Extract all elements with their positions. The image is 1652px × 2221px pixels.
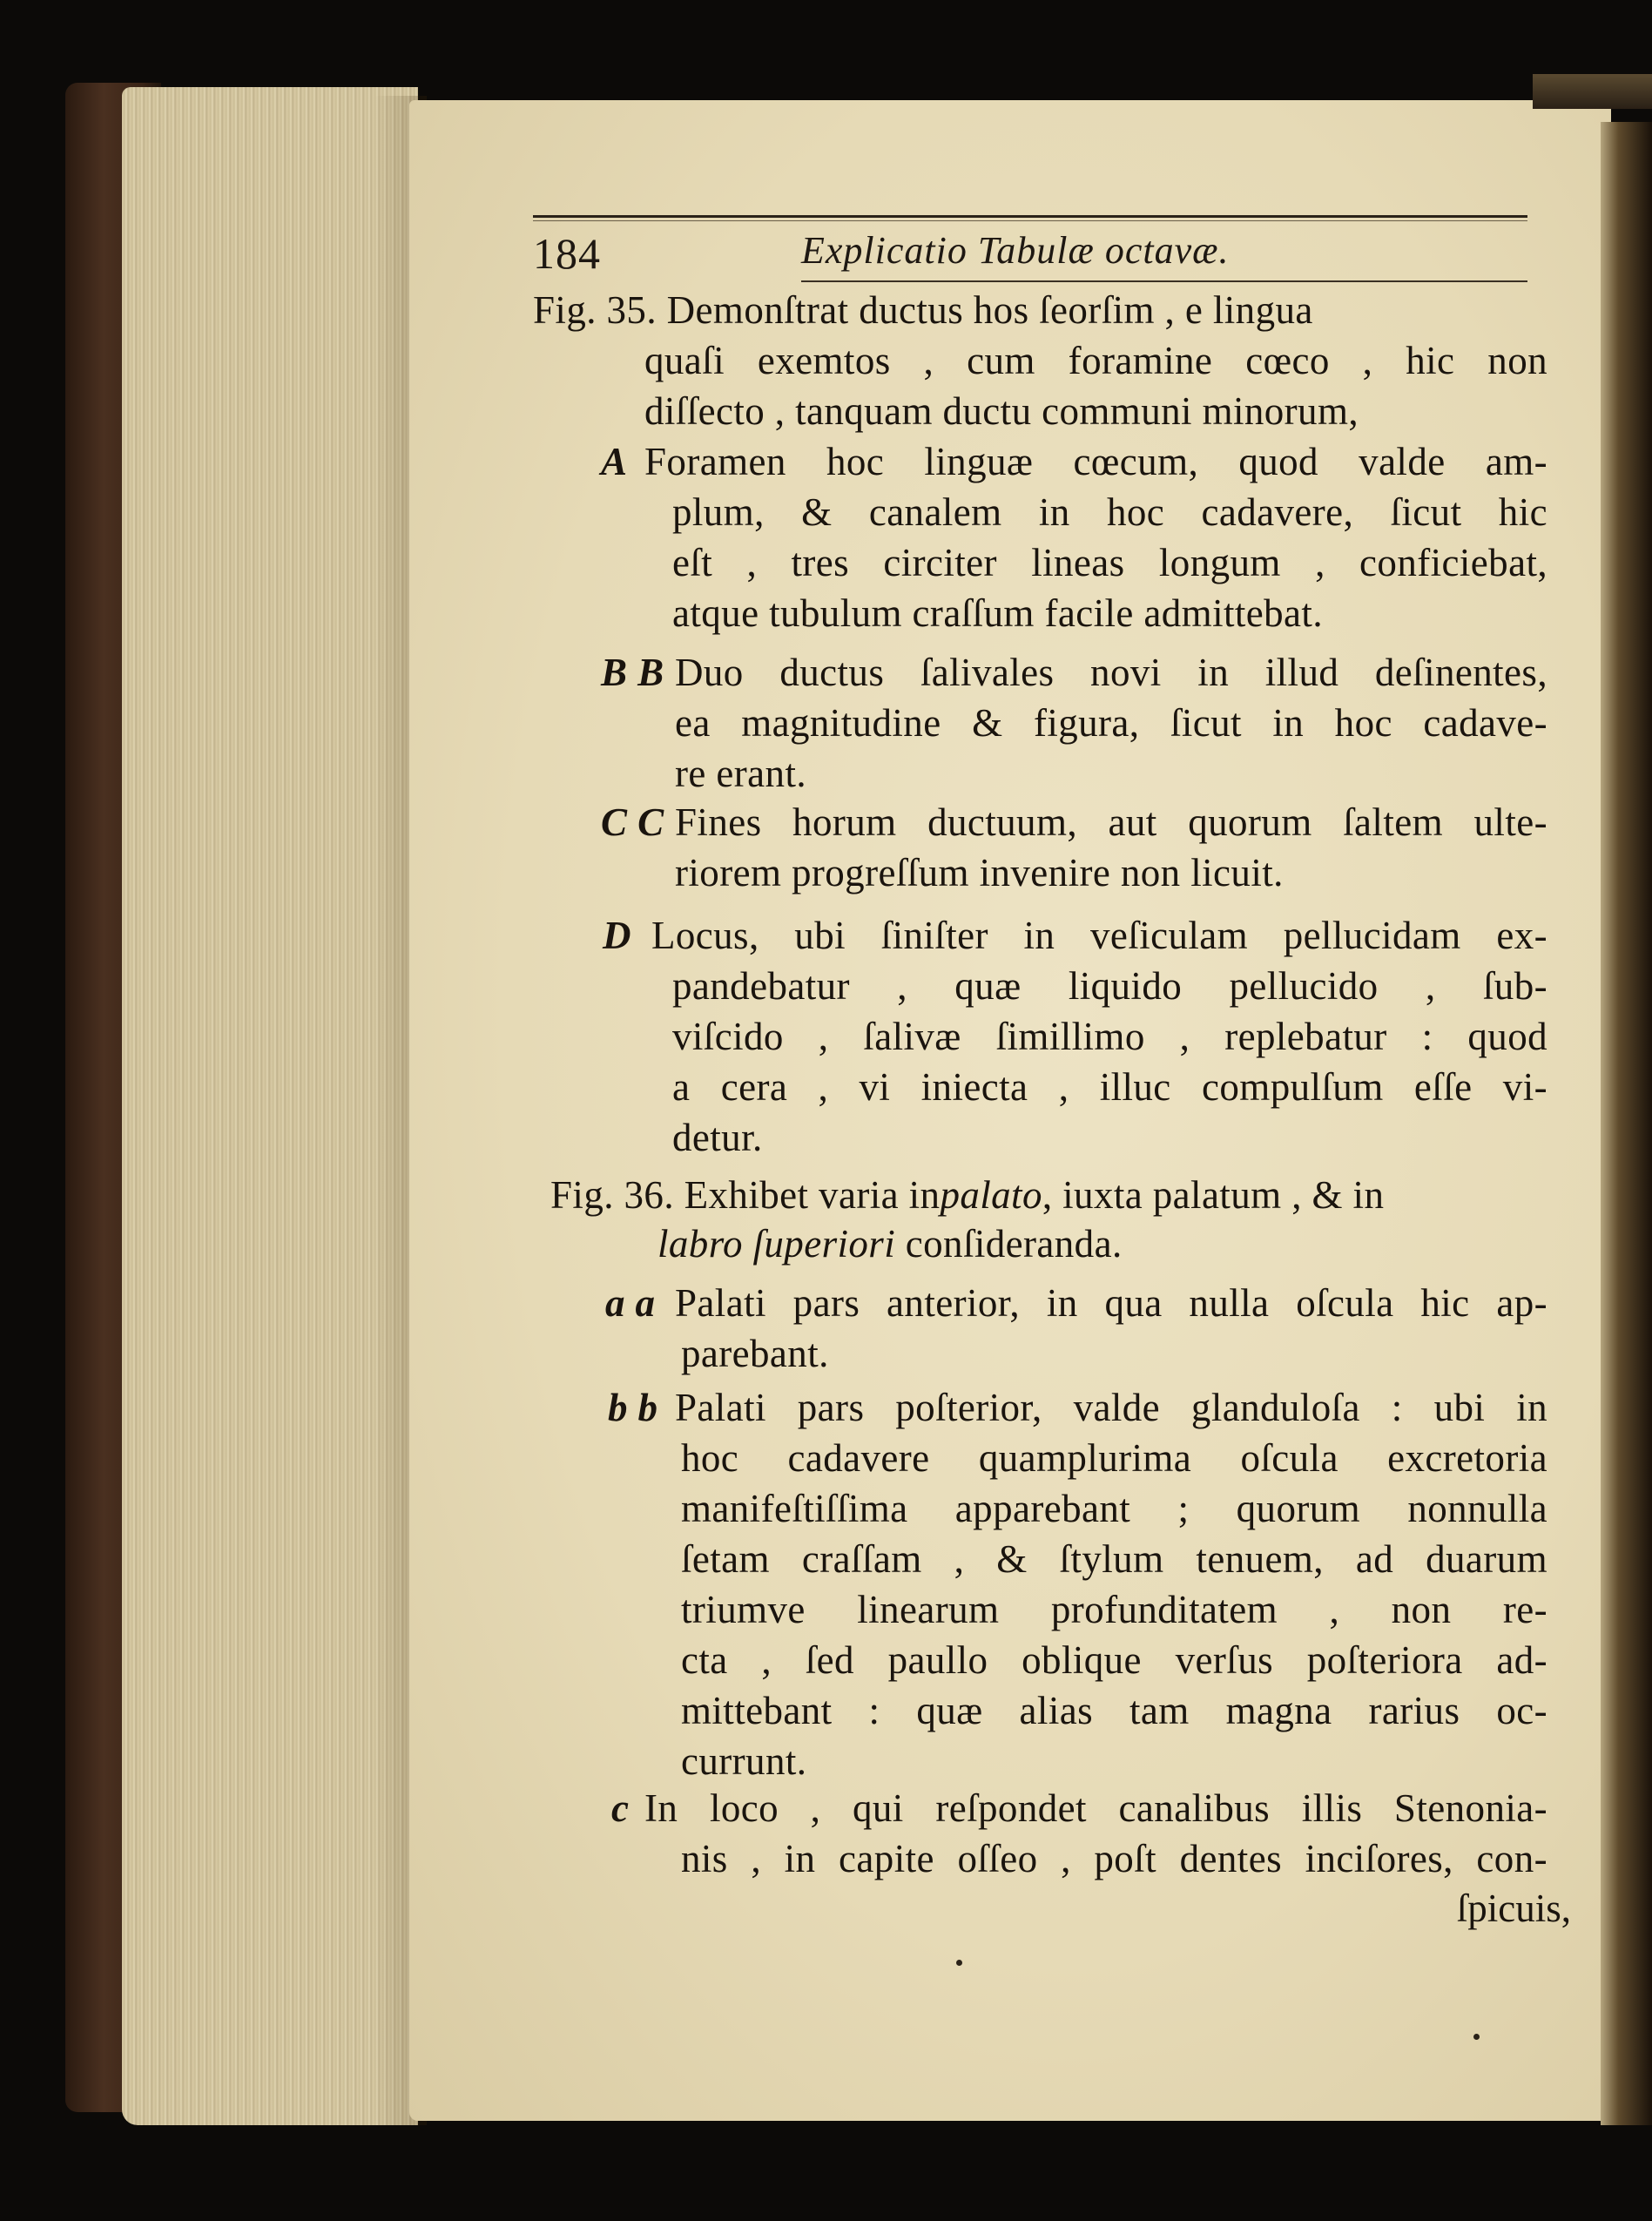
itembb-line-8: currunt. — [681, 1739, 807, 1783]
fig36-line-1 — [550, 1172, 1547, 1218]
itemA-line-2: plum, & canalem in hoc cadavere, ſicut hic — [672, 490, 1547, 534]
running-head: Explicatio Tabulæ octavæ. — [801, 229, 1230, 272]
itemA-line-3: eſt , tres circiter lineas longum , conficiebat, — [672, 541, 1547, 584]
marker-A: A — [601, 440, 628, 483]
marker-CC: C C — [601, 800, 664, 844]
fig36-labro: labro ſuperiori — [657, 1222, 896, 1266]
catchword: ſpicuis, — [1456, 1887, 1571, 1930]
fig36-line-2 — [657, 1221, 1123, 1266]
fig36-text-b: , iuxta palatum , & in — [1042, 1173, 1385, 1217]
itemBB-line-3: re erant. — [675, 752, 806, 795]
itemCC-line-2: riorem progreſſum invenire non licuit. — [675, 851, 1284, 894]
fig35-text-1: Demonſtrat ductus hos ſeorſim , e lingua — [666, 288, 1313, 332]
book-right-edge — [1601, 122, 1652, 2125]
ink-speck — [956, 1960, 962, 1966]
header-rule — [533, 215, 1527, 218]
itemc-line-2: nis , in capite oſſeo , poſt dentes inciſores, con- — [681, 1837, 1547, 1880]
itembb-line-1: Palati pars poſterior, valde glanduloſa : ubi in — [675, 1386, 1547, 1429]
itemA-line-1: Foramen hoc linguæ cœcum, quod valde am- — [644, 440, 1547, 483]
fig36-text-a: Exhibet varia in — [684, 1173, 941, 1217]
book-top-corner — [1533, 74, 1652, 109]
ink-speck — [1473, 2034, 1480, 2040]
itemD-line-3: viſcido , ſalivæ ſimillimo , replebatur : quod — [672, 1015, 1547, 1058]
marker-D: D — [603, 914, 631, 957]
itemCC-line-1: Fines horum ductuum, aut quorum ſaltem ulte- — [675, 800, 1547, 844]
itembb-line-6: cta , ſed paullo oblique verſus poſteriora ad- — [681, 1638, 1547, 1682]
fig35-line-3: diſſecto , tanquam ductu communi minorum, — [644, 389, 1359, 433]
itemD-line-5: detur. — [672, 1116, 763, 1159]
itembb-line-4: ſetam craſſam , & ſtylum tenuem, ad duarum — [681, 1537, 1547, 1581]
fig35-line-1 — [533, 287, 1547, 333]
itemD-line-4: a cera , vi iniecta , illuc compulſum eſſe vi- — [672, 1065, 1547, 1109]
itembb-line-5: triumve linearum profunditatem , non re- — [681, 1588, 1547, 1631]
itemAA-line-2: parebant. — [681, 1332, 829, 1375]
itembb-line-7: mittebant : quæ alias tam magna rarius oc- — [681, 1689, 1547, 1732]
itembb-line-3: manifeſtiſſima apparebant ; quorum nonnulla — [681, 1487, 1547, 1530]
itemAA-line-1: Palati pars anterior, in qua nulla oſcula hic ap- — [675, 1281, 1547, 1325]
marker-aa: a a — [605, 1281, 656, 1325]
itemD-line-2: pandebatur , quæ liquido pellucido , ſub- — [672, 964, 1547, 1008]
itemBB-line-1: Duo ductus ſalivales novi in illud deſinentes, — [675, 651, 1547, 694]
fig35-lead: Fig. 35. — [533, 288, 657, 332]
fig36-palato: palato — [940, 1173, 1042, 1217]
itembb-line-2: hoc cadavere quamplurima oſcula excretoria — [681, 1436, 1547, 1480]
itemBB-line-2: ea magnitudine & figura, ſicut in hoc cadave- — [675, 701, 1547, 745]
marker-BB: B B — [601, 651, 664, 694]
itemc-line-1: In loco , qui reſpondet canalibus illis Stenonia- — [644, 1786, 1547, 1830]
fig35-line-2: quaſi exemtos , cum foramine cœco , hic non — [644, 339, 1547, 382]
header-underline — [801, 280, 1527, 282]
fig36-lead: Fig. 36. — [550, 1173, 674, 1217]
fig36-rest: conſideranda. — [905, 1222, 1123, 1266]
header-rule-thin — [533, 220, 1527, 221]
page-stack-edges — [122, 87, 418, 2125]
itemD-line-1: Locus, ubi ſiniſter in veſiculam pellucidam ex- — [651, 914, 1547, 957]
marker-bb: b b — [608, 1386, 658, 1429]
itemA-line-4: atque tubulum craſſum facile admittebat. — [672, 591, 1323, 635]
page-number: 184 — [533, 229, 601, 278]
marker-c: c — [611, 1786, 630, 1830]
